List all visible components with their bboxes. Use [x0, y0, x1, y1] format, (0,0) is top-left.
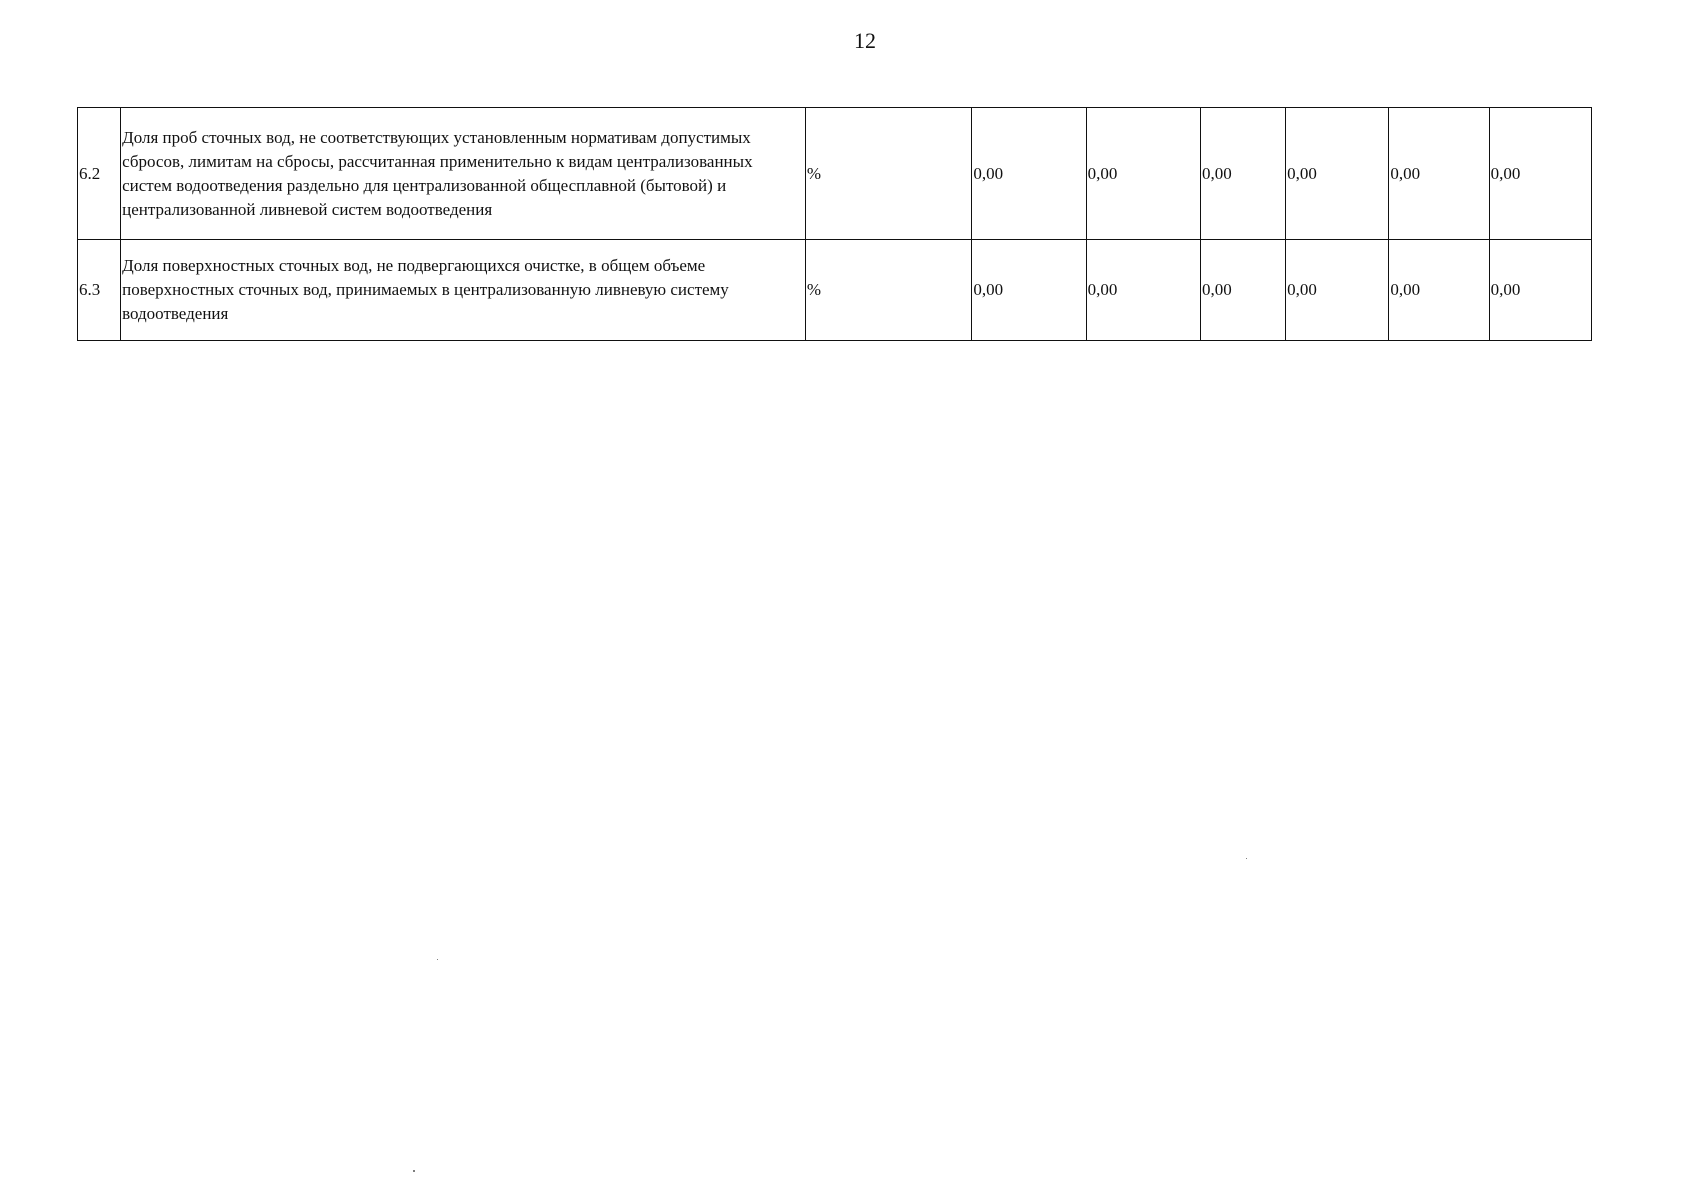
scan-speck	[413, 1170, 415, 1172]
value-cell: 0,00	[1389, 240, 1489, 341]
table-row	[78, 108, 1592, 240]
value-cell: 0,00	[1489, 240, 1591, 341]
value-cell: 0,00	[972, 108, 1086, 240]
table-row	[78, 240, 1592, 341]
indicator-description: Доля поверхностных сточных вод, не подвергающихся очистке, в общем объеме поверхностных сточных вод, принимаемых в централизованную ливневую систему водоотведения	[121, 240, 806, 341]
value-cell: 0,00	[1200, 108, 1285, 240]
value-cell: 0,00	[1086, 108, 1200, 240]
row-number: 6.2	[78, 108, 121, 240]
indicator-description: Доля проб сточных вод, не соответствующих установленным нормативам допустимых сбросов, лимитам на сбросы, рассчитанная применительно к видам централизованных систем водоотведения раздельно для централизованной общесплавной (бытовой) и централизованной ливневой систем водоотведения	[121, 108, 806, 240]
scan-speck	[1246, 858, 1247, 859]
value-cell: 0,00	[1200, 240, 1285, 341]
unit-cell: %	[805, 240, 971, 341]
row-number: 6.3	[78, 240, 121, 341]
unit-cell: %	[805, 108, 971, 240]
scan-speck	[437, 959, 438, 960]
value-cell: 0,00	[972, 240, 1086, 341]
value-cell: 0,00	[1389, 108, 1489, 240]
value-cell: 0,00	[1489, 108, 1591, 240]
value-cell: 0,00	[1286, 108, 1389, 240]
indicators-table	[77, 107, 1592, 341]
value-cell: 0,00	[1286, 240, 1389, 341]
value-cell: 0,00	[1086, 240, 1200, 341]
page-number: 12	[854, 28, 876, 53]
